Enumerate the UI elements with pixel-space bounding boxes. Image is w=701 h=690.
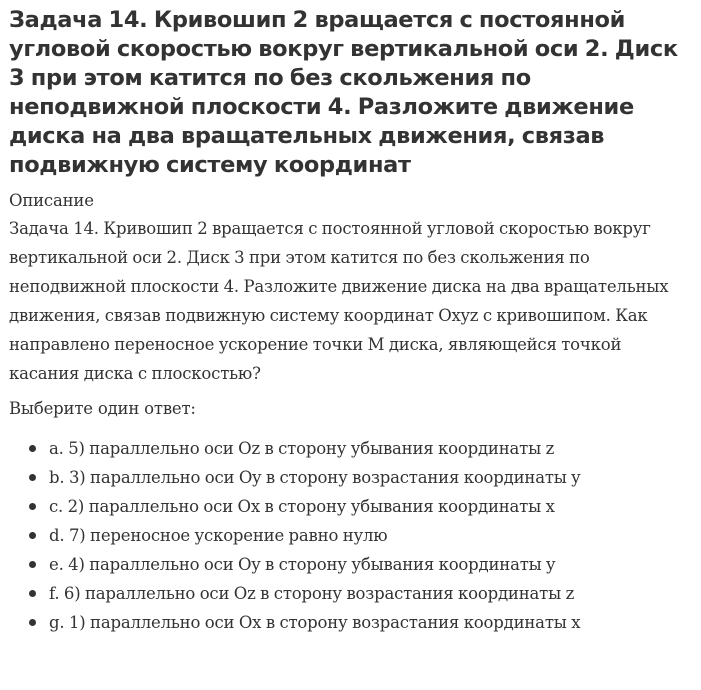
answer-label: g. 1) параллельно оси Ox в сторону возрастания координаты x xyxy=(49,613,581,632)
bullet-icon xyxy=(29,561,36,568)
answer-option-g[interactable] xyxy=(29,608,697,637)
description-text: Задача 14. Кривошип 2 вращается с постоянной угловой скоростью вокруг вертикальной оси 2. Диск 3 при этом катится по без скольжения по неподвижной плоскости 4. Разложите движение диска на два вращательных движения, связав подвижную систему координат Oxyz с кривошипом. Как направлено переносное ускорение точки M диска, являющейся точкой касания диска с плоскостью? xyxy=(9,219,669,383)
answer-prompt: Выберите один ответ: xyxy=(9,399,196,418)
answer-option-d[interactable] xyxy=(29,521,697,550)
answer-option-e[interactable] xyxy=(29,550,697,579)
answer-option-f[interactable] xyxy=(29,579,697,608)
answer-label: c. 2) параллельно оси Ox в сторону убывания координаты x xyxy=(49,497,555,516)
description-label: Описание xyxy=(9,191,94,210)
answer-label: b. 3) параллельно оси Oy в сторону возрастания координаты y xyxy=(49,468,581,487)
bullet-icon xyxy=(29,445,36,452)
bullet-icon xyxy=(29,474,36,481)
answer-label: a. 5) параллельно оси Oz в сторону убывания координаты z xyxy=(49,439,555,458)
answer-label: e. 4) параллельно оси Oy в сторону убывания координаты y xyxy=(49,555,556,574)
bullet-icon xyxy=(29,503,36,510)
answer-option-c[interactable] xyxy=(29,492,697,521)
answer-option-a[interactable] xyxy=(29,434,697,463)
bullet-icon xyxy=(29,532,36,539)
answer-list xyxy=(9,434,697,637)
answer-label: d. 7) переносное ускорение равно нулю xyxy=(49,526,388,545)
bullet-icon xyxy=(29,590,36,597)
answer-option-b[interactable] xyxy=(29,463,697,492)
answer-label: f. 6) параллельно оси Oz в сторону возрастания координаты z xyxy=(49,584,575,603)
bullet-icon xyxy=(29,619,36,626)
question-title: Задача 14. Кривошип 2 вращается с постоянной угловой скоростью вокруг вертикальной оси 2. Диск 3 при этом катится по без скольжения по неподвижной плоскости 4. Разложите движение диска на два вращательных движения, связав подвижную систему координат xyxy=(9,7,678,178)
question-page xyxy=(9,6,697,637)
